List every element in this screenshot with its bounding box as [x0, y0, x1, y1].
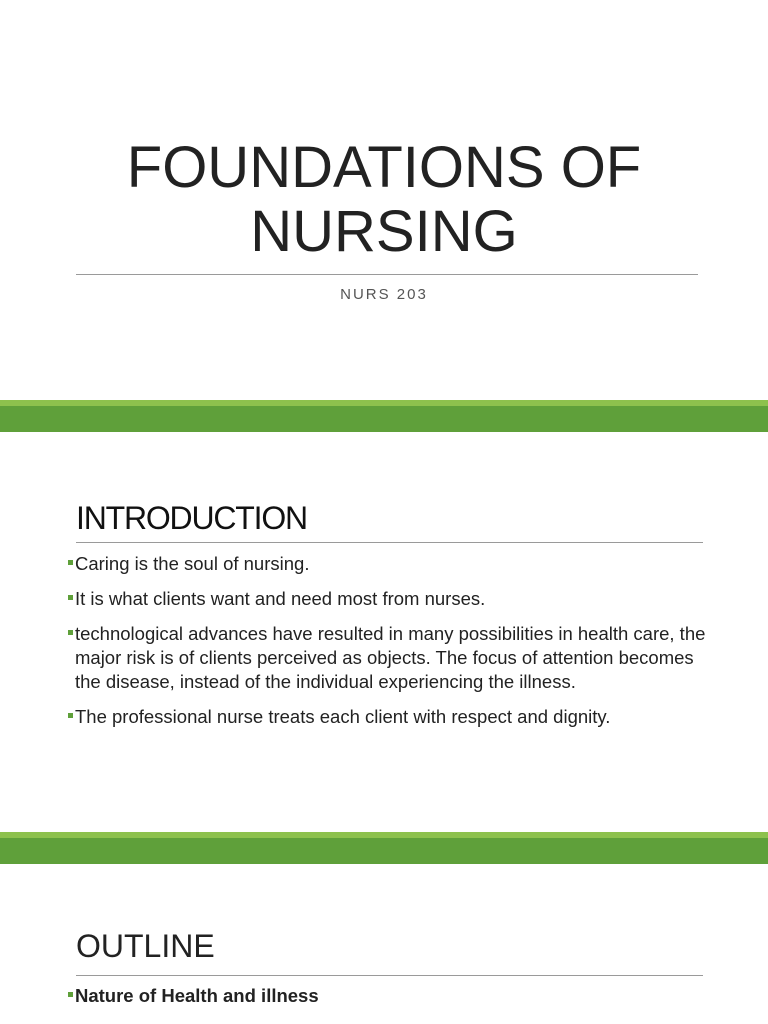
- slide-title: [0, 136, 768, 264]
- square-bullet-icon: [68, 992, 73, 997]
- list-item: [68, 587, 708, 611]
- separator-dark-band: [0, 838, 768, 864]
- introduction-bullet-list: [68, 552, 708, 740]
- list-item: [68, 984, 708, 1008]
- bullet-text: technological advances have resulted in many possibilities in health care, the major risk is of clients perceived as objects. The focus of attention becomes the disease, instead of the individual experiencing the illness.: [75, 623, 706, 692]
- title-slide: [0, 0, 768, 400]
- square-bullet-icon: [68, 713, 73, 718]
- list-item: [68, 552, 708, 576]
- list-item: [68, 705, 708, 729]
- list-item: [68, 622, 708, 694]
- slide-separator-1: [0, 400, 768, 432]
- bullet-text: Caring is the soul of nursing.: [75, 553, 310, 574]
- square-bullet-icon: [68, 630, 73, 635]
- bullet-text: The professional nurse treats each client with respect and dignity.: [75, 706, 611, 727]
- introduction-divider: [76, 542, 703, 543]
- square-bullet-icon: [68, 595, 73, 600]
- outline-divider: [76, 975, 703, 976]
- title-divider: [76, 274, 698, 275]
- introduction-heading: INTRODUCTION: [76, 500, 307, 536]
- separator-dark-band: [0, 406, 768, 432]
- slide-separator-2: [0, 832, 768, 864]
- bullet-text: It is what clients want and need most from nurses.: [75, 588, 486, 609]
- square-bullet-icon: [68, 560, 73, 565]
- outline-heading: OUTLINE: [76, 928, 215, 964]
- slide-subtitle: NURS 203: [340, 286, 428, 303]
- bullet-text: Nature of Health and illness: [75, 985, 319, 1006]
- slide-title-line-2: NURSING: [250, 199, 518, 264]
- outline-bullet-list: [68, 984, 708, 1019]
- slide-title-line-1: FOUNDATIONS OF: [126, 135, 642, 200]
